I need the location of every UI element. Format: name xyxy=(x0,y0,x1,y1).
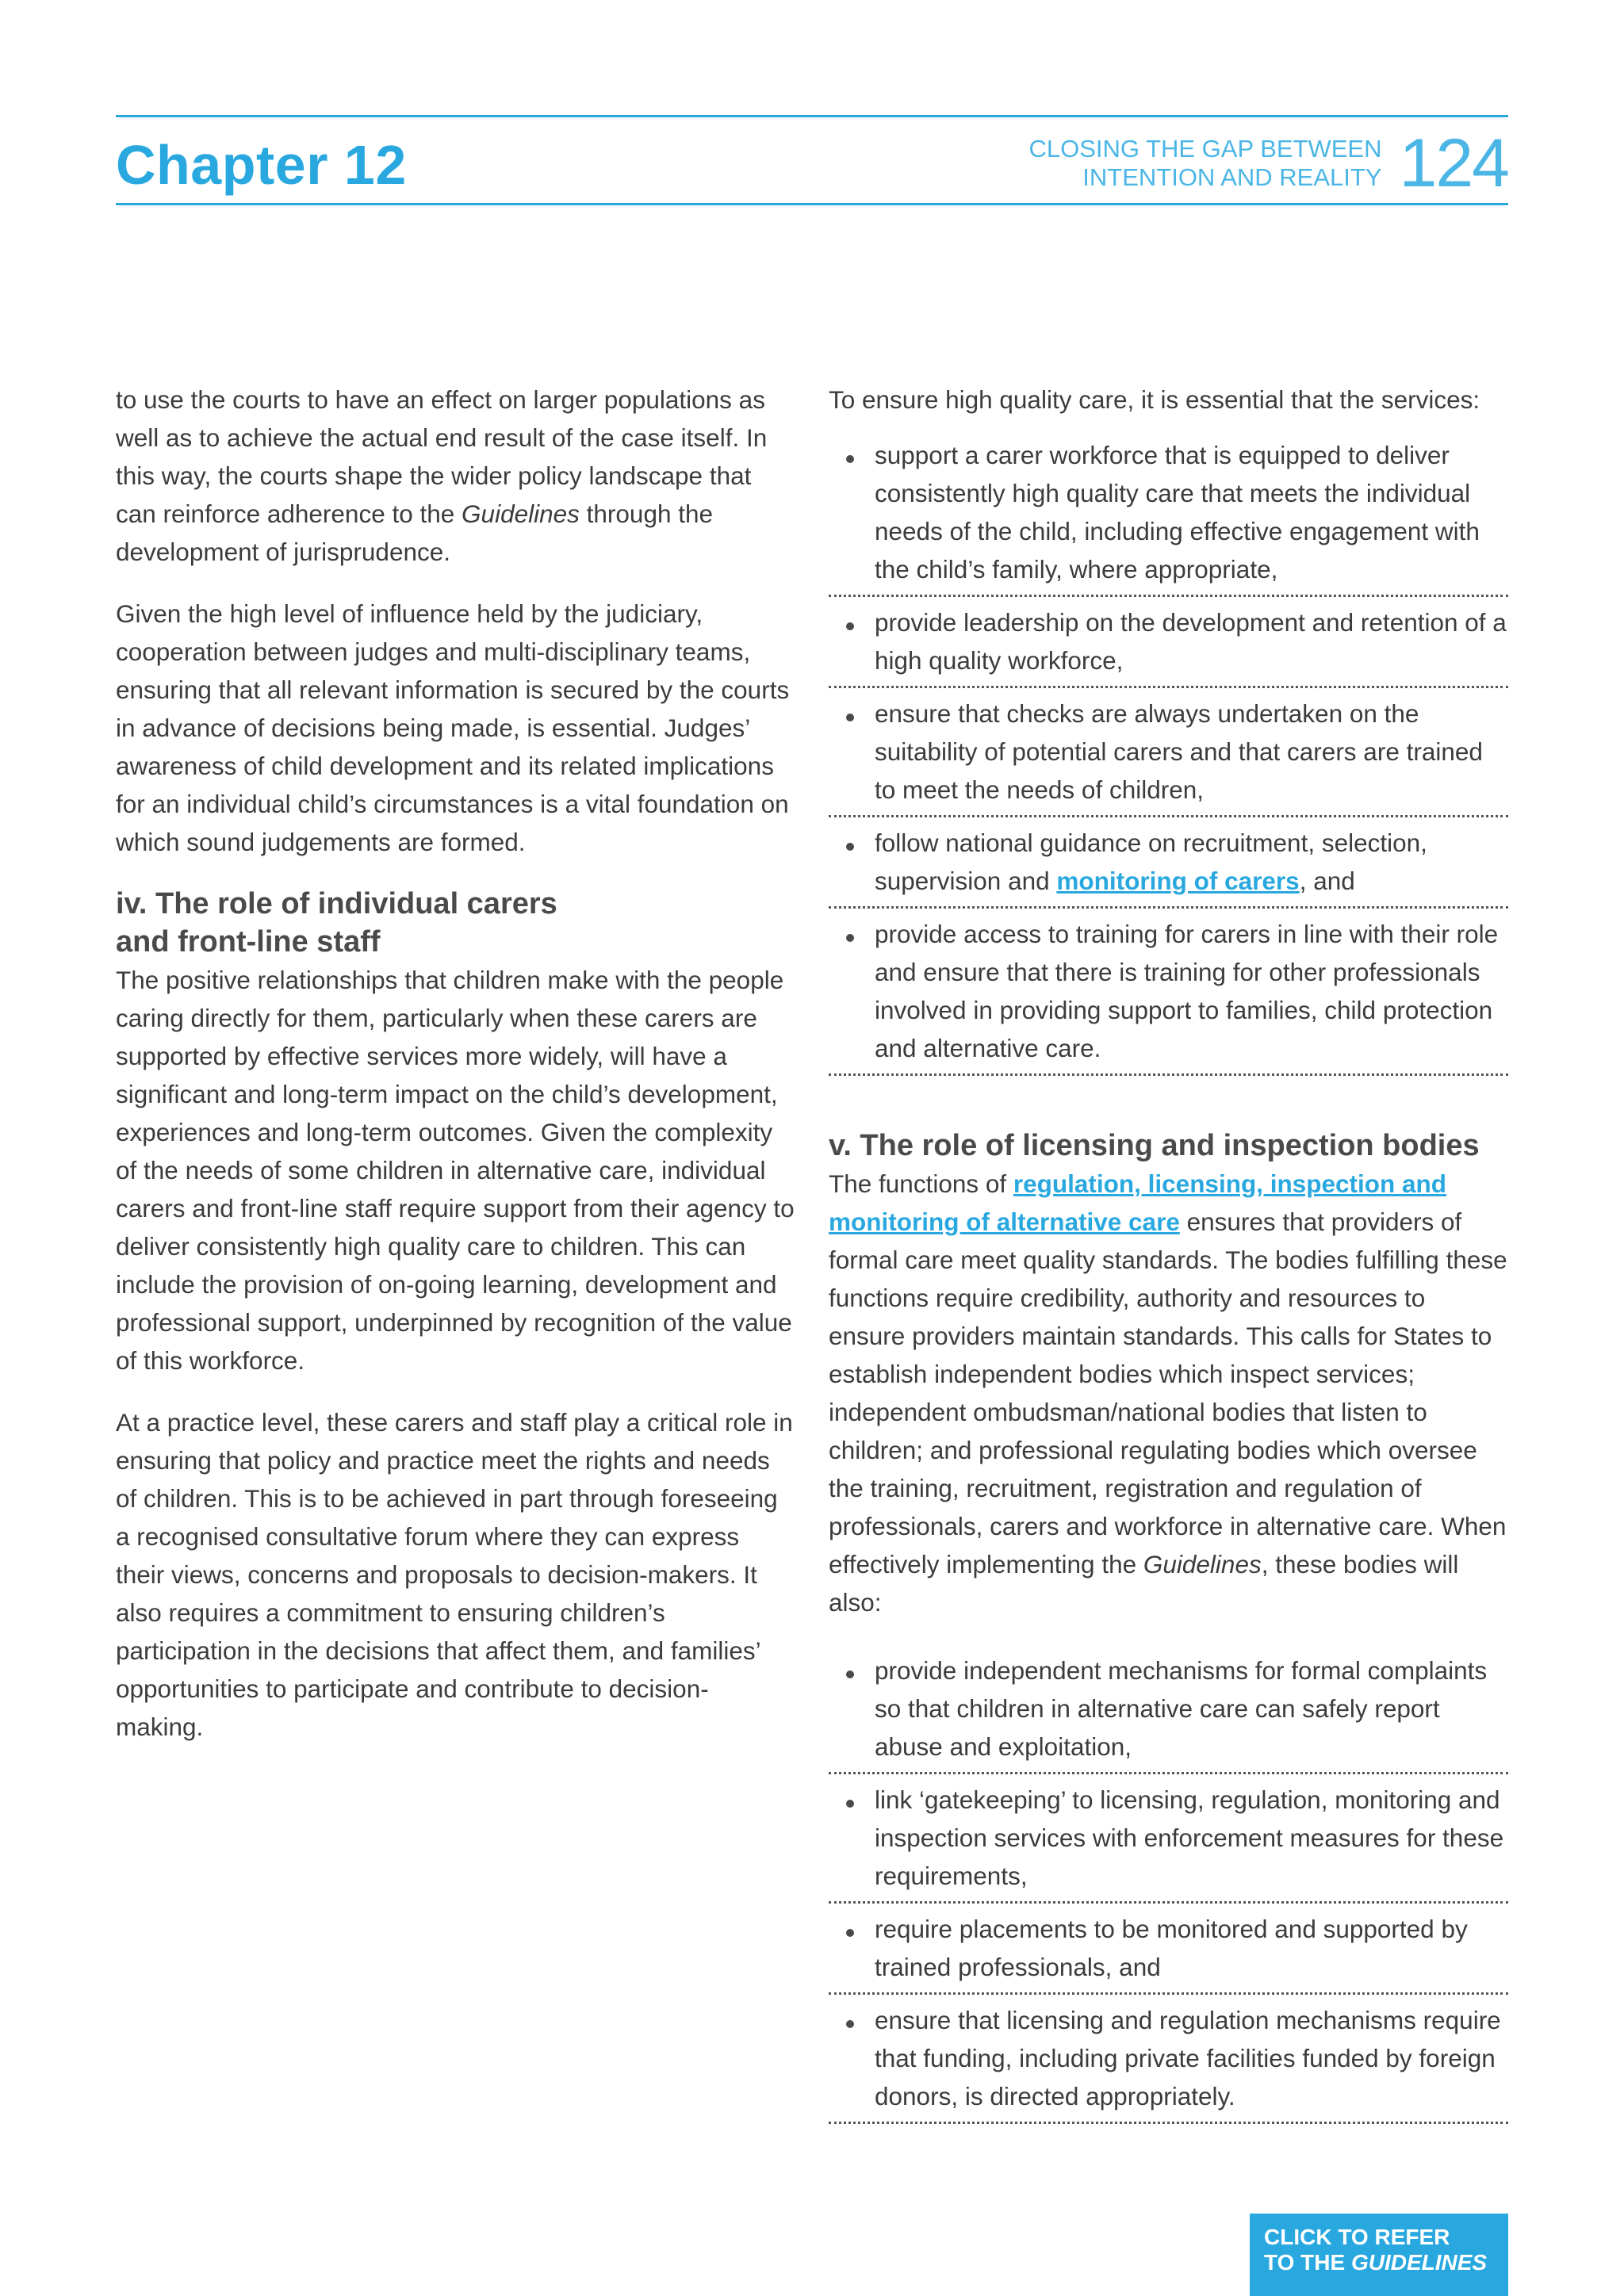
document-title-line1: CLOSING THE GAP BETWEEN xyxy=(1028,135,1382,163)
header-rule-top xyxy=(116,115,1508,117)
refer-button-emphasis: GUIDELINES xyxy=(1350,2250,1488,2275)
list-item: provide access to training for carers in line with their role and ensure that there is training for other professionals involved in providing support to families, child protection and alternative care. xyxy=(829,909,1508,1076)
paragraph-relationships: The positive relationships that children make with the people caring directly for them, particularly when these carers are supported by effective services more widely, will have a significant and long-term impact on the child’s development, experiences and long-term outcomes. Given the complexity of the needs of some children in alternative care, individual carers and front-line staff require support from their agency to deliver consistently high quality care to children. This can include the provision of on-going learning, development and professional support, underpinned by recognition of the value of this workforce. xyxy=(116,966,795,1375)
list-item: provide independent mechanisms for formal complaints so that children in alternative care can safely report abuse and exploitation, xyxy=(829,1645,1508,1774)
refer-button-line1: CLICK TO REFER xyxy=(1264,2225,1450,2249)
list-item-text: , and xyxy=(1299,867,1355,895)
document-title xyxy=(1028,135,1381,192)
paragraph-text: The functions of xyxy=(829,1169,1013,1198)
list-item-text: follow national guidance on recruitment, selection, supervision and xyxy=(875,828,1427,895)
section-heading-carers: iv. The role of individual carers and front-line staff xyxy=(116,887,557,959)
header-rule-bottom xyxy=(116,203,1508,205)
paragraph-courts xyxy=(116,381,795,571)
paragraph-practice-level: At a practice level, these carers and staff play a critical role in ensuring that policy and practice meet the rights and needs of children. This is to be achieved in part through foreseeing a recognised consultative forum where they can express their views, concerns and proposals to decision-makers. It also requires a commitment to ensuring children’s participation in the decisions that affect them, and families’ opportunities to participate and contribute to decision-making. xyxy=(116,1408,793,1741)
services-list xyxy=(829,430,1508,1076)
list-item: provide leadership on the development and retention of a high quality workforce, xyxy=(829,597,1508,688)
section-heading-licensing: v. The role of licensing and inspection bodies xyxy=(829,1129,1480,1162)
monitoring-of-carers-link[interactable]: monitoring of carers xyxy=(1056,867,1300,895)
paragraph-functions xyxy=(829,1165,1508,1621)
paragraph-text: to use the courts to have an effect on larger populations as well as to achieve the actual end result of the case itself. In this way, the courts shape the wider policy landscape that can reinforce adherence to the xyxy=(116,385,768,528)
paragraph-text: through the development of jurisprudence. xyxy=(116,499,714,566)
chapter-title: Chapter 12 xyxy=(116,134,407,196)
guidelines-emphasis: Guidelines xyxy=(1143,1550,1262,1578)
bodies-list xyxy=(829,1645,1508,2124)
left-column xyxy=(116,381,795,1770)
list-item: support a carer workforce that is equipped to deliver consistently high quality care that meets the individual needs of the child, including effective engagement with the child’s family, where appropriate, xyxy=(829,430,1508,597)
right-column xyxy=(829,381,1508,2124)
refer-button-text: TO THE xyxy=(1264,2250,1351,2275)
list-item: require placements to be monitored and supported by trained professionals, and xyxy=(829,1904,1508,1995)
regulation-licensing-link[interactable]: regulation, licensing, inspection and monitoring of alternative care xyxy=(829,1169,1446,1236)
paragraph-text: , these bodies will also: xyxy=(829,1550,1459,1617)
list-item: ensure that checks are always undertaken on the suitability of potential carers and that carers are trained to meet the needs of children, xyxy=(829,688,1508,817)
page-number: 124 xyxy=(1399,125,1508,201)
list-item: link ‘gatekeeping’ to licensing, regulation, monitoring and inspection services with enforcement measures for these requirements, xyxy=(829,1774,1508,1904)
header-right xyxy=(1028,125,1508,201)
guidelines-emphasis: Guidelines xyxy=(462,499,580,528)
list-item: ensure that licensing and regulation mechanisms require that funding, including private facilities funded by foreign donors, is directed appropriately. xyxy=(829,1995,1508,2124)
refer-to-guidelines-button[interactable] xyxy=(1250,2214,1508,2296)
list-item xyxy=(829,817,1508,909)
refer-button-line2 xyxy=(1264,2250,1508,2275)
services-intro: To ensure high quality care, it is essential that the services: xyxy=(829,385,1480,414)
document-title-line2: INTENTION AND REALITY xyxy=(1082,163,1382,191)
paragraph-judiciary: Given the high level of influence held by the judiciary, cooperation between judges and multi-disciplinary teams, ensuring that all relevant information is secured by the courts in advance of decisions being made, is essential. Judges’ awareness of child development and its related implications for an individual child’s circumstances is a vital foundation on which sound judgements are formed. xyxy=(116,599,790,856)
paragraph-text: ensures that providers of formal care meet quality standards. The bodies fulfilling these functions require credibility, authority and resources to ensure providers maintain standards. This calls for States to establish independent bodies which inspect services; independent ombudsman/national bodies that listen to children; and professional regulating bodies which oversee the training, recruitment, registration and regulation of professionals, carers and workforce in alternative care. When effectively implementing the xyxy=(829,1207,1507,1578)
